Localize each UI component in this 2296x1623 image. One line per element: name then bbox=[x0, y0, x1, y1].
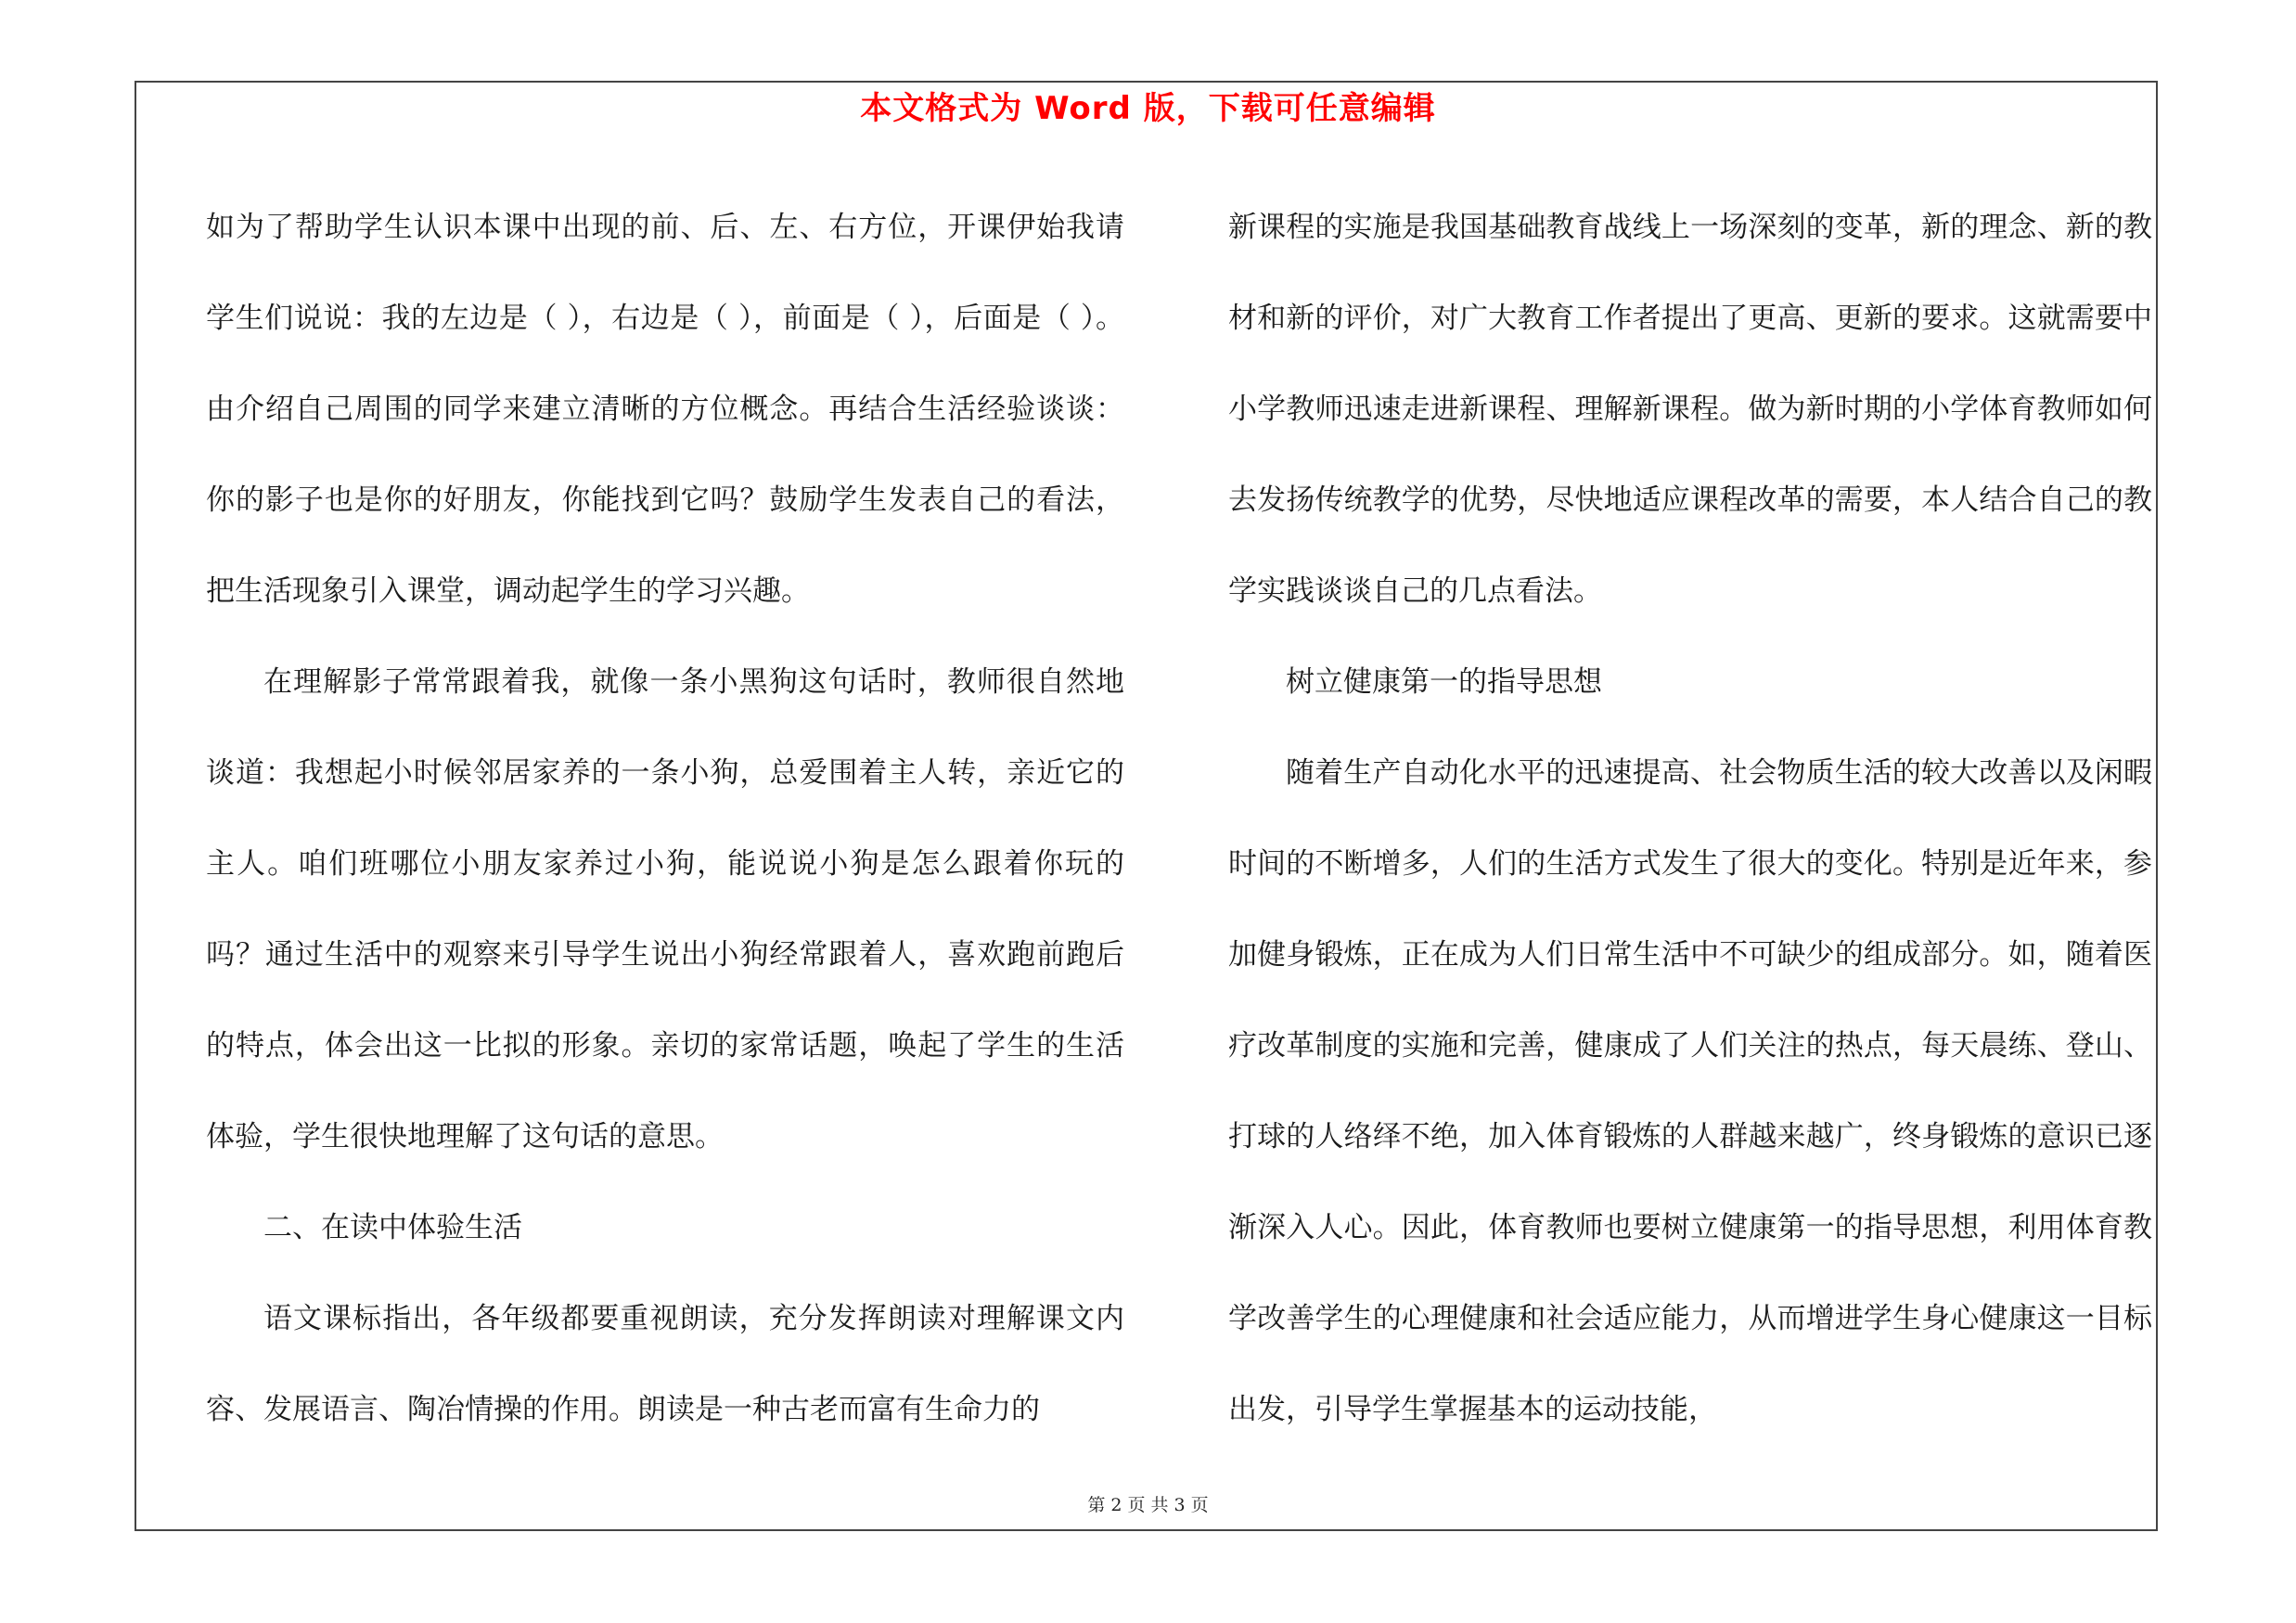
paragraph: 新课程的实施是我国基础教育战线上一场深刻的变革，新的理念、新的教材和新的评价，对广大教育工作者提出了更高、更新的要求。这就需要中小学教师迅速走进新课程、理解新课程。做为新时期的小学体育教师如何去发扬传统教学的优势，尽快地适应课程改革的需要，本人结合自己的教学实践谈谈自己的几点看法。 bbox=[1228, 211, 2152, 608]
section-heading: 二、在读中体验生活 bbox=[263, 1211, 522, 1244]
paragraph: 随着生产自动化水平的迅速提高、社会物质生活的较大改善以及闲暇时间的不断增多，人们的生活方式发生了很大的变化。特别是近年来，参加健身锻炼，正在成为人们日常生活中不可缺少的组成部分。如，随着医疗改革制度的实施和完善，健康成了人们关注的热点，每天晨练、登山、打球的人络绎不绝，加入体育锻炼的人群越来越广，终身锻炼的意识已逐渐深入人心。因此，体育教师也要树立健康第一的指导思想，利用体育教学改善学生的心理健康和社会适应能力，从而增进学生身心健康这一目标出发，引导学生掌握基本的运动技能， bbox=[1228, 756, 2152, 1426]
left-text-column bbox=[206, 182, 1124, 1455]
section-heading: 树立健康第一的指导思想 bbox=[1286, 665, 1602, 699]
page-number-footer: 第 2 页 共 3 页 bbox=[1087, 1495, 1209, 1515]
paragraph: 在理解影子常常跟着我，就像一条小黑狗这句话时，教师很自然地谈道：我想起小时候邻居家养的一条小狗，总爱围着主人转，亲近它的主人。咱们班哪位小朋友家养过小狗，能说说小狗是怎么跟着你玩的吗？通过生活中的观察来引导学生说出小狗经常跟着人，喜欢跑前跑后的特点，体会出这一比拟的形象。亲切的家常话题，唤起了学生的生活体验，学生很快地理解了这句话的意思。 bbox=[206, 665, 1124, 1153]
right-text-column bbox=[1228, 182, 2152, 1455]
format-notice-banner: 本文格式为 Word 版，下载可任意编辑 bbox=[860, 90, 1436, 127]
paragraph: 如为了帮助学生认识本课中出现的前、后、左、右方位，开课伊始我请学生们说说：我的左边是（ ），右边是（ ），前面是（ ），后面是（ ）。由介绍自己周围的同学来建立清晰的方位概念。再结合生活经验谈谈：你的影子也是你的好朋友，你能找到它吗？鼓励学生发表自己的看法，把生活现象引入课堂，调动起学生的学习兴趣。 bbox=[206, 211, 1124, 608]
paragraph: 语文课标指出，各年级都要重视朗读，充分发挥朗读对理解课文内容、发展语言、陶冶情操的作用。朗读是一种古老而富有生命力的 bbox=[206, 1302, 1124, 1426]
